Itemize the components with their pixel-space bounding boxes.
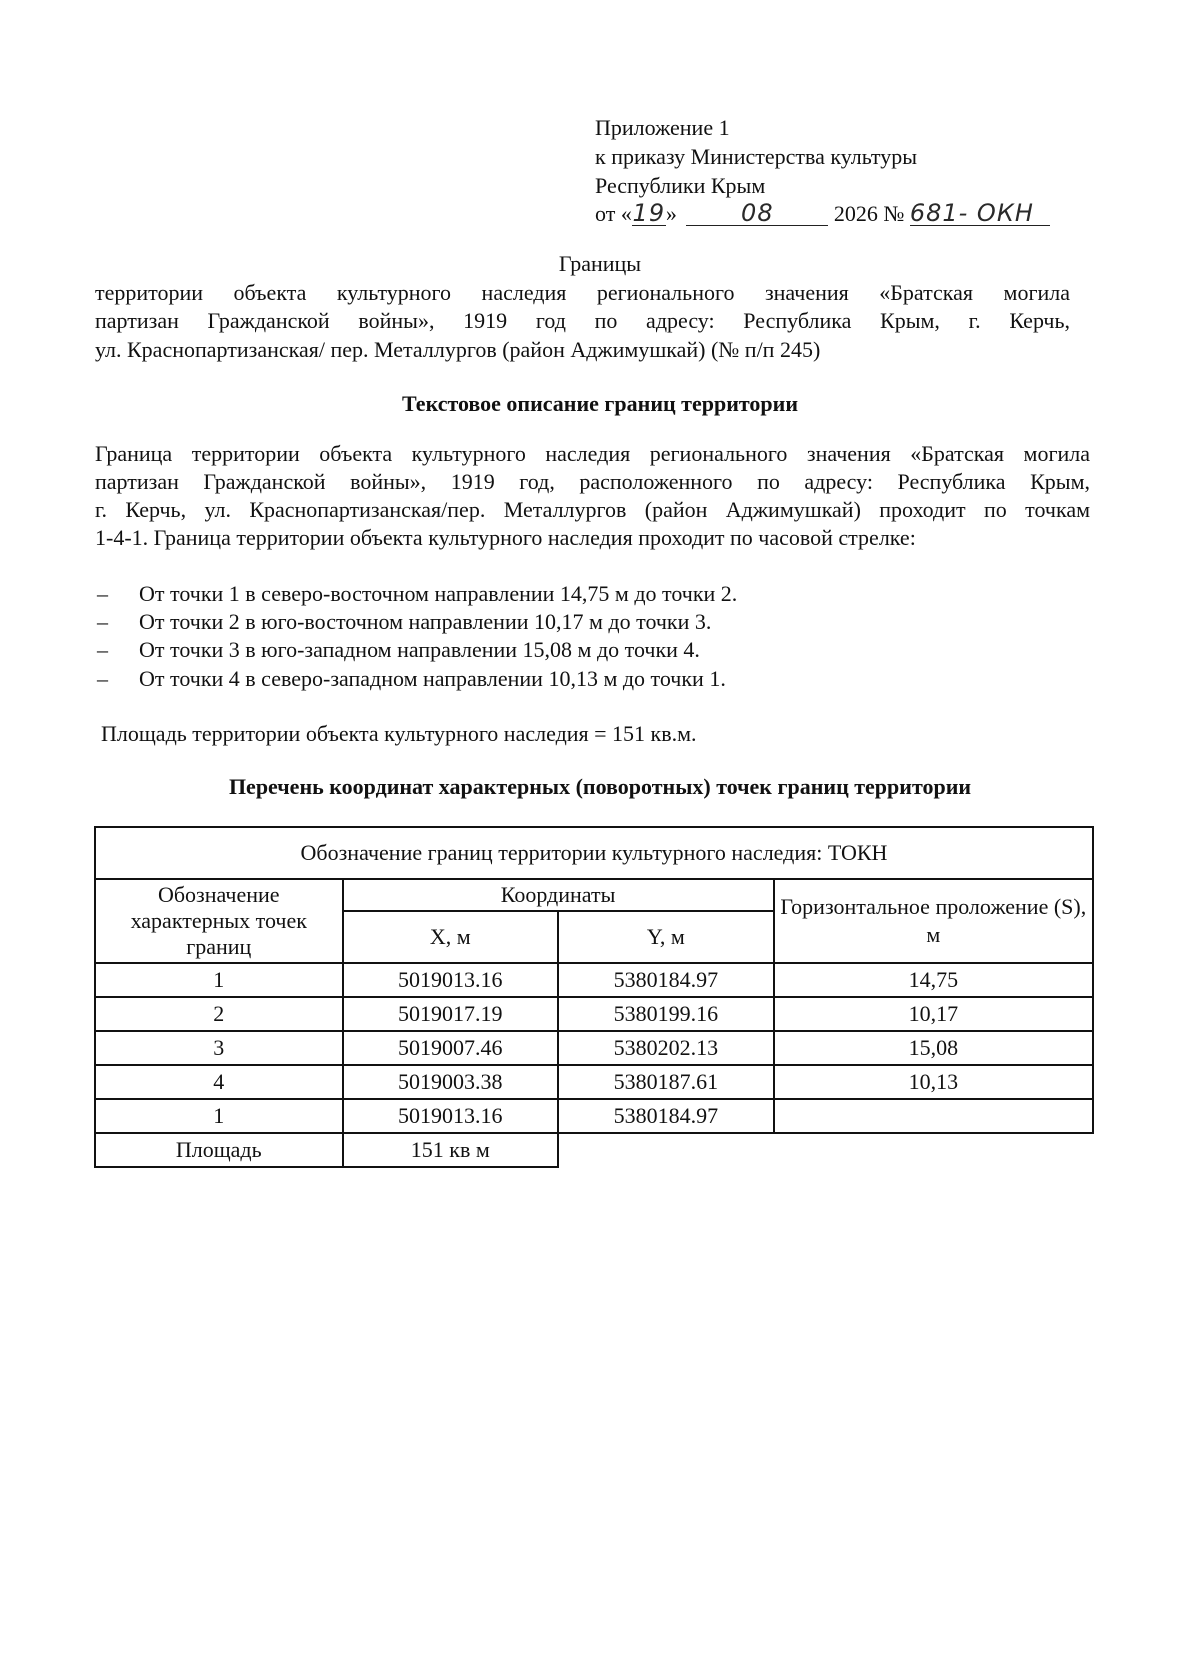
table-row	[95, 1065, 1093, 1099]
table-row	[95, 963, 1093, 997]
bullet-item	[97, 580, 737, 608]
area-statement: Площадь территории объекта культурного наследия = 151 кв.м.	[101, 721, 697, 746]
paragraph-line-1: Граница территории объекта культурного наследия регионального значения «Братская могила	[95, 441, 1090, 466]
cell-s	[774, 1099, 1093, 1133]
header-horizontal-distance: Горизонтальное проложение (S), м	[774, 879, 1093, 963]
paragraph-line-2: партизан Гражданской войны», 1919 год, расположенного по адресу: Республика Крым,	[95, 469, 1090, 494]
empty-cell	[558, 1133, 774, 1167]
cell-x: 5019003.38	[343, 1065, 559, 1099]
bullet-dash: –	[97, 581, 108, 606]
cell-area-value: 151 кв м	[343, 1133, 559, 1167]
cell-y: 5380187.61	[558, 1065, 774, 1099]
title-heading: Границы	[558, 251, 642, 276]
bullet-item	[97, 608, 711, 636]
table-row	[95, 997, 1093, 1031]
header-y: Y, м	[558, 911, 774, 963]
table-row	[95, 1031, 1093, 1065]
date-month-handwritten: 08	[686, 201, 828, 226]
cell-point: 2	[95, 997, 343, 1031]
text-section-heading: Текстовое описание границ территории	[401, 391, 799, 416]
coords-section-heading: Перечень координат характерных (поворотных) точек границ территории	[228, 774, 972, 799]
table-row-area	[95, 1133, 1093, 1167]
empty-cell	[774, 1133, 1093, 1167]
cell-x: 5019013.16	[343, 963, 559, 997]
cell-s: 10,17	[774, 997, 1093, 1031]
appendix-line-3: Республики Крым	[595, 173, 766, 198]
cell-point: 4	[95, 1065, 343, 1099]
cell-y: 5380199.16	[558, 997, 774, 1031]
date-prefix: от «	[595, 201, 632, 226]
bullet-item	[97, 636, 700, 664]
cell-x: 5019017.19	[343, 997, 559, 1031]
number-prefix: №	[883, 201, 905, 226]
header-x: X, м	[343, 911, 559, 963]
appendix-date-line	[595, 200, 1050, 228]
cell-y: 5380202.13	[558, 1031, 774, 1065]
header-coordinates: Координаты	[343, 879, 774, 911]
bullet-dash: –	[97, 609, 108, 634]
bullet-text: От точки 1 в северо-восточном направлении 14,75 м до точки 2.	[139, 581, 738, 606]
cell-s: 10,13	[774, 1065, 1093, 1099]
bullet-text: От точки 3 в юго-западном направлении 15,08 м до точки 4.	[139, 637, 700, 662]
bullet-text: От точки 2 в юго-восточном направлении 10,17 м до точки 3.	[139, 609, 712, 634]
cell-x: 5019013.16	[343, 1099, 559, 1133]
date-day-handwritten: 19	[632, 199, 666, 227]
appendix-line-1: Приложение 1	[595, 115, 730, 140]
bullet-dash: –	[97, 666, 108, 691]
cell-y: 5380184.97	[558, 1099, 774, 1133]
paragraph-line-4: 1-4-1. Граница территории объекта культурного наследия проходит по часовой стрелке:	[95, 525, 916, 550]
date-mid: »	[665, 201, 677, 226]
cell-x: 5019007.46	[343, 1031, 559, 1065]
cell-point: 1	[95, 1099, 343, 1133]
cell-s: 15,08	[774, 1031, 1093, 1065]
order-number-handwritten: 681- ОКН	[910, 201, 1050, 226]
cell-y: 5380184.97	[558, 963, 774, 997]
coordinates-table	[94, 826, 1094, 1168]
bullet-dash: –	[97, 637, 108, 662]
bullet-text: От точки 4 в северо-западном направлении 10,13 м до точки 1.	[139, 666, 726, 691]
table-caption: Обозначение границ территории культурного наследия: ТОКН	[95, 827, 1093, 879]
cell-point: 3	[95, 1031, 343, 1065]
cell-area-label: Площадь	[95, 1133, 343, 1167]
cell-s: 14,75	[774, 963, 1093, 997]
date-year: 2026	[833, 201, 878, 226]
title-line-1: территории объекта культурного наследия регионального значения «Братская могила	[95, 280, 1070, 305]
header-point-designation: Обозначение характерных точек границ	[95, 879, 343, 963]
cell-point: 1	[95, 963, 343, 997]
paragraph-line-3: г. Керчь, ул. Краснопартизанская/пер. Металлургов (район Аджимушкай) проходит по точкам	[95, 497, 1090, 522]
table-row	[95, 1099, 1093, 1133]
bullet-item	[97, 665, 726, 693]
title-line-2: партизан Гражданской войны», 1919 год по адресу: Республика Крым, г. Керчь,	[95, 308, 1070, 333]
title-line-3: ул. Краснопартизанская/ пер. Металлургов (район Аджимушкай) (№ п/п 245)	[95, 337, 821, 362]
appendix-line-2: к приказу Министерства культуры	[595, 144, 918, 169]
